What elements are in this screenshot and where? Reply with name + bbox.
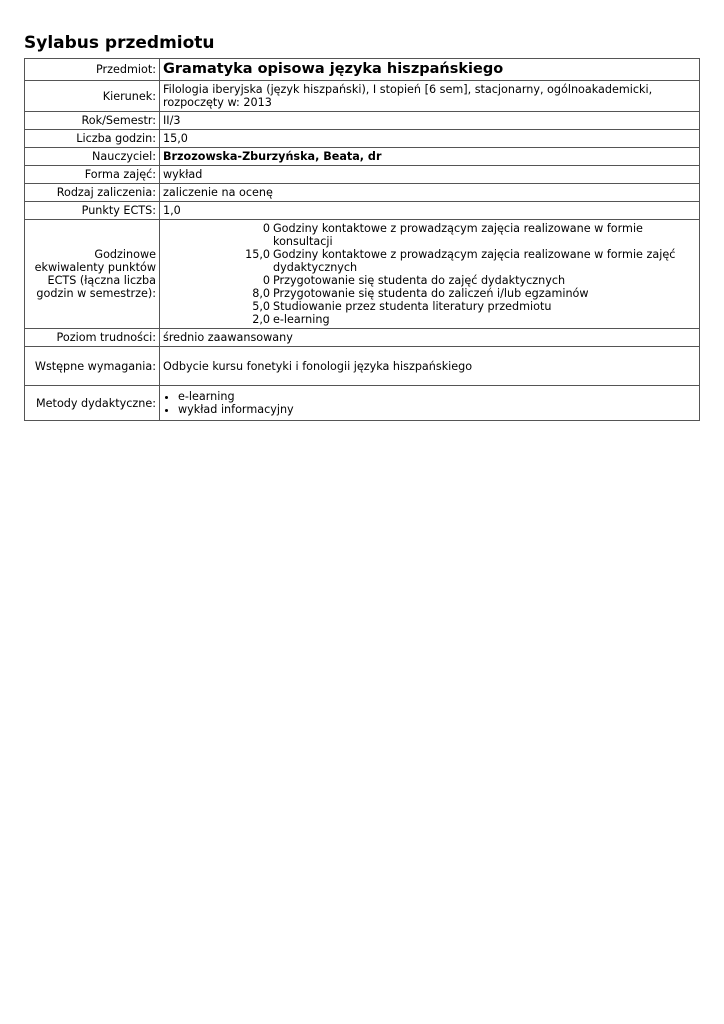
table-row — [25, 112, 700, 130]
year-semester-label: Rok/Semestr: — [25, 112, 160, 130]
ects-label: Punkty ECTS: — [25, 202, 160, 220]
prerequisites-label: Wstępne wymagania: — [25, 347, 160, 386]
year-semester-value: II/3 — [160, 112, 700, 130]
table-row — [25, 347, 700, 386]
field-of-study-label: Kierunek: — [25, 81, 160, 112]
table-row — [25, 386, 700, 421]
ects-hours-label: Godzinowe ekwiwalenty punktów ECTS (łączna liczba godzin w semestrze): — [25, 220, 160, 329]
syllabus-table — [24, 58, 700, 421]
list-item: • wykład informacyjny — [178, 403, 696, 416]
table-row — [25, 148, 700, 166]
teacher-name: Brzozowska-Zburzyńska, Beata, dr — [160, 148, 700, 166]
class-form-value: wykład — [160, 166, 700, 184]
list-item: • e-learning — [178, 390, 696, 403]
prerequisites-value: Odbycie kursu fonetyki i fonologii języka hiszpańskiego — [160, 347, 700, 386]
teaching-methods-value — [160, 386, 700, 421]
page-title: Sylabus przedmiotu — [24, 33, 215, 53]
hours-description: Godziny kontaktowe z prowadzącym zajęcia realizowane w formie zajęć dydaktycznych — [273, 248, 676, 274]
difficulty-value: średnio zaawansowany — [160, 329, 700, 347]
hours-amount: 0 — [262, 222, 270, 235]
list-item — [163, 287, 696, 300]
table-row — [25, 59, 700, 81]
field-of-study-value: Filologia iberyjska (język hiszpański), I stopień [6 sem], stacjonarny, ogólnoakademicki, rozpoczęty w: 2013 — [160, 81, 700, 112]
teacher-label: Nauczyciel: — [25, 148, 160, 166]
assessment-type-label: Rodzaj zaliczenia: — [25, 184, 160, 202]
list-item — [163, 274, 696, 287]
hours-amount: 2,0 — [252, 313, 270, 326]
hours-description: e-learning — [273, 313, 330, 326]
teaching-methods-label: Metody dydaktyczne: — [25, 386, 160, 421]
subject-name: Gramatyka opisowa języka hiszpańskiego — [160, 59, 700, 81]
hours-description: Studiowanie przez studenta literatury przedmiotu — [273, 300, 552, 313]
list-item — [163, 248, 696, 274]
table-row — [25, 220, 700, 329]
table-row — [25, 184, 700, 202]
hours-description: Godziny kontaktowe z prowadzącym zajęcia realizowane w formie konsultacji — [273, 222, 643, 248]
ects-hours-list — [160, 220, 700, 329]
hours-amount: 5,0 — [252, 300, 270, 313]
table-row — [25, 81, 700, 112]
hours-description: Przygotowanie się studenta do zaliczeń i/lub egzaminów — [273, 287, 589, 300]
list-item — [163, 313, 696, 326]
table-row — [25, 202, 700, 220]
hours-amount: 8,0 — [252, 287, 270, 300]
hours-amount: 0 — [262, 274, 270, 287]
table-row — [25, 130, 700, 148]
table-row — [25, 329, 700, 347]
hours-count-label: Liczba godzin: — [25, 130, 160, 148]
hours-amount: 15,0 — [245, 248, 270, 261]
hours-description: Przygotowanie się studenta do zajęć dydaktycznych — [273, 274, 566, 287]
class-form-label: Forma zajęć: — [25, 166, 160, 184]
hours-count-value: 15,0 — [160, 130, 700, 148]
table-row — [25, 166, 700, 184]
list-item — [163, 300, 696, 313]
teaching-methods-list — [163, 390, 696, 416]
assessment-type-value: zaliczenie na ocenę — [160, 184, 700, 202]
subject-label: Przedmiot: — [25, 59, 160, 81]
ects-value: 1,0 — [160, 202, 700, 220]
difficulty-label: Poziom trudności: — [25, 329, 160, 347]
list-item — [163, 222, 696, 248]
